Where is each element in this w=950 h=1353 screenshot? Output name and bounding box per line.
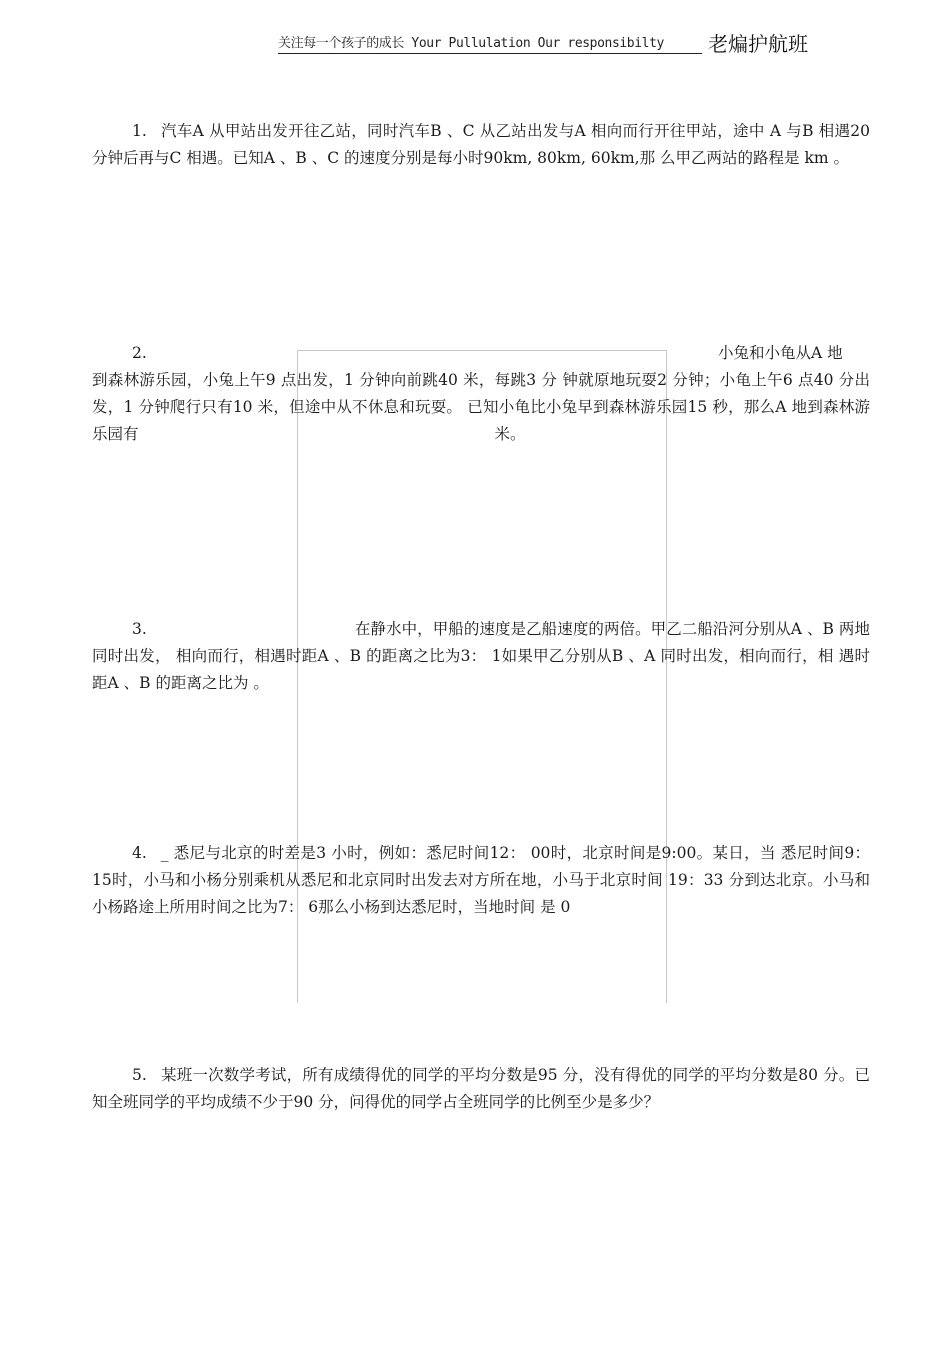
problem-text: 某班一次数学考试，所有成绩得优的同学的平均分数是95 分，没有得优的同学的平均分数是80 分。已知全班同学的平均成绩不少于90 分，问得优的同学占全班同学的比例至少是多少？ — [92, 1066, 870, 1111]
problem-text-end: 米。 — [494, 425, 526, 443]
problem-1 — [92, 118, 870, 172]
problem-number: 5. — [132, 1066, 147, 1084]
page-header — [278, 28, 838, 56]
problem-3 — [92, 616, 870, 697]
problem-number: 2. — [132, 344, 147, 362]
problem-5 — [92, 1062, 870, 1116]
problem-4 — [92, 840, 870, 921]
problem-number: 1. — [132, 122, 147, 140]
problem-text: 到森林游乐园，小兔上午9 点出发，1 分钟向前跳40 米，每跳3 分 钟就原地玩耍2 分钟；小龟上午6 点40 分出发，1 分钟爬行只有10 米，但途中从不休息和玩耍。 已知小龟比小兔早到森林游乐园15 秒，那么A 地到森林游乐园有 — [92, 371, 870, 443]
problem-text: _ 悉尼与北京的时差是3 小时，例如：悉尼时间12： 00时，北京时间是9:00。某日，当 悉尼时间9： 15时，小马和小杨分别乘机从悉尼和北京同时出发去对方所在地，小马于北京时间 19：33 分到达北京。小马和小杨路途上所用时间之比为7： 6那么小杨到达悉尼时，当地时间 是 0 — [92, 844, 870, 916]
header-motto: 关注每一个孩子的成长 Your Pullulation Our responsibilty — [278, 32, 702, 54]
problem-number: 3. — [132, 620, 147, 638]
problem-2 — [92, 340, 870, 448]
problem-text-lead: 小兔和小龟从A 地 — [718, 344, 843, 362]
problem-text: 汽车A 从甲站出发开往乙站，同时汽车B 、C 从乙站出发与A 相向而行开往甲站，途中 A 与B 相遇20 分钟后再与C 相遇。已知A 、B 、C 的速度分别是每小时90km, 80km, 60km,那 么甲乙两站的路程是 km 。 — [92, 122, 870, 167]
problem-number: 4. — [132, 844, 147, 862]
problem-text: 在静水中，甲船的速度是乙船速度的两倍。甲乙二船沿河分别从A 、B 两地同时出发， 相向而行，相遇时距A 、B 的距离之比为3： 1如果甲乙分别从B 、A 同时出发，相向而行，相 遇时距A 、B 的距离之比为 。 — [92, 620, 870, 692]
header-brand: 老煸护航班 — [708, 32, 808, 56]
